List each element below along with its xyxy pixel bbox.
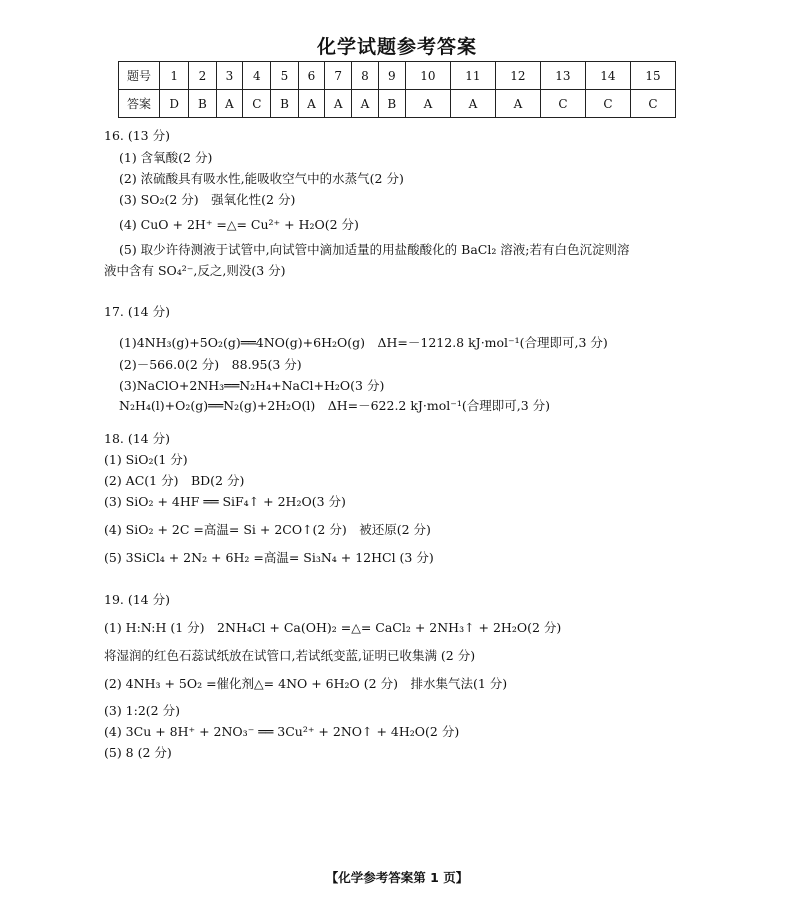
answer-line: (3) SiO₂ + 4HF ══ SiF₄↑ + 2H₂O(3 分) — [104, 494, 346, 509]
section-heading-q18: 18. (14 分) — [104, 431, 170, 446]
answer-line: 液中含有 SO₄²⁻,反之,则没(3 分) — [104, 263, 286, 278]
answer-line: (1) SiO₂(1 分) — [104, 452, 188, 467]
number-cell: 7 — [325, 62, 352, 90]
answer-cell: A — [298, 90, 325, 118]
answer-table — [118, 61, 676, 118]
number-cell: 3 — [216, 62, 243, 90]
answer-line: (2) 浓硫酸具有吸水性,能吸收空气中的水蒸气(2 分) — [119, 171, 404, 186]
answer-cell: A — [352, 90, 379, 118]
answer-cell: C — [243, 90, 271, 118]
section-heading-q17: 17. (14 分) — [104, 304, 170, 319]
section-heading-q19: 19. (14 分) — [104, 592, 170, 607]
answer-line: (3) 1:2(2 分) — [104, 703, 180, 718]
answer-cell: B — [189, 90, 216, 118]
row-label-answer: 答案 — [119, 90, 160, 118]
number-cell: 11 — [450, 62, 495, 90]
answer-line: (5) 取少许待测液于试管中,向试管中滴加适量的用盐酸酸化的 BaCl₂ 溶液;若有白色沉淀则溶 — [119, 242, 630, 257]
number-cell: 6 — [298, 62, 325, 90]
number-cell: 4 — [243, 62, 271, 90]
answer-line: N₂H₄(l)+O₂(g)══N₂(g)+2H₂O(l) ΔH=－622.2 kJ·mol⁻¹(合理即可,3 分) — [119, 398, 551, 413]
number-cell: 13 — [540, 62, 585, 90]
page-title: 化学试题参考答案 — [316, 36, 477, 58]
answer-cell: A — [405, 90, 450, 118]
answer-line: (1) H:N:H (1 分) 2NH₄Cl + Ca(OH)₂ =△= CaCl₂ + 2NH₃↑ + 2H₂O(2 分) — [104, 620, 562, 635]
answer-line: (5) 3SiCl₄ + 2N₂ + 6H₂ =高温= Si₃N₄ + 12HCl (3 分) — [104, 550, 434, 565]
answer-cell: C — [630, 90, 675, 118]
answer-line: (1)4NH₃(g)+5O₂(g)══4NO(g)+6H₂O(g) ΔH=－1212.8 kJ·mol⁻¹(合理即可,3 分) — [119, 335, 608, 350]
number-cell: 9 — [378, 62, 405, 90]
answer-line: (3)NaClO+2NH₃══N₂H₄+NaCl+H₂O(3 分) — [119, 378, 385, 393]
answer-line: (4) CuO + 2H⁺ =△= Cu²⁺ + H₂O(2 分) — [119, 217, 359, 232]
answer-cell: B — [378, 90, 405, 118]
row-label-number: 题号 — [119, 62, 160, 90]
answer-line: (2)－566.0(2 分) 88.95(3 分) — [119, 357, 302, 372]
number-cell: 14 — [585, 62, 630, 90]
answer-line: (2) 4NH₃ + 5O₂ =催化剂△= 4NO + 6H₂O (2 分) 排水集气法(1 分) — [104, 676, 508, 691]
answer-cell: D — [160, 90, 189, 118]
section-heading-q16: 16. (13 分) — [104, 128, 170, 143]
answer-cell: A — [450, 90, 495, 118]
answer-line: (5) 8 (2 分) — [104, 745, 172, 760]
answer-cell: B — [271, 90, 298, 118]
number-cell: 5 — [271, 62, 298, 90]
table-row-answers — [119, 90, 676, 118]
answer-cell: C — [540, 90, 585, 118]
answer-cell: A — [216, 90, 243, 118]
answer-cell: C — [585, 90, 630, 118]
answer-line: (1) 含氧酸(2 分) — [119, 150, 213, 165]
table-row-numbers — [119, 62, 676, 90]
answer-line: 将湿润的红色石蕊试纸放在试管口,若试纸变蓝,证明已收集满 (2 分) — [104, 648, 476, 663]
number-cell: 2 — [189, 62, 216, 90]
number-cell: 15 — [630, 62, 675, 90]
answer-line: (4) 3Cu + 8H⁺ + 2NO₃⁻ ══ 3Cu²⁺ + 2NO↑ + 4H₂O(2 分) — [104, 724, 460, 739]
answer-cell: A — [495, 90, 540, 118]
number-cell: 12 — [495, 62, 540, 90]
number-cell: 1 — [160, 62, 189, 90]
answer-line: (3) SO₂(2 分) 强氧化性(2 分) — [119, 192, 296, 207]
answer-line: (2) AC(1 分) BD(2 分) — [104, 473, 245, 488]
number-cell: 10 — [405, 62, 450, 90]
number-cell: 8 — [352, 62, 379, 90]
answer-line: (4) SiO₂ + 2C =高温= Si + 2CO↑(2 分) 被还原(2 分) — [104, 522, 431, 537]
page-footer: 【化学参考答案第 1 页】 — [325, 870, 469, 885]
answer-cell: A — [325, 90, 352, 118]
